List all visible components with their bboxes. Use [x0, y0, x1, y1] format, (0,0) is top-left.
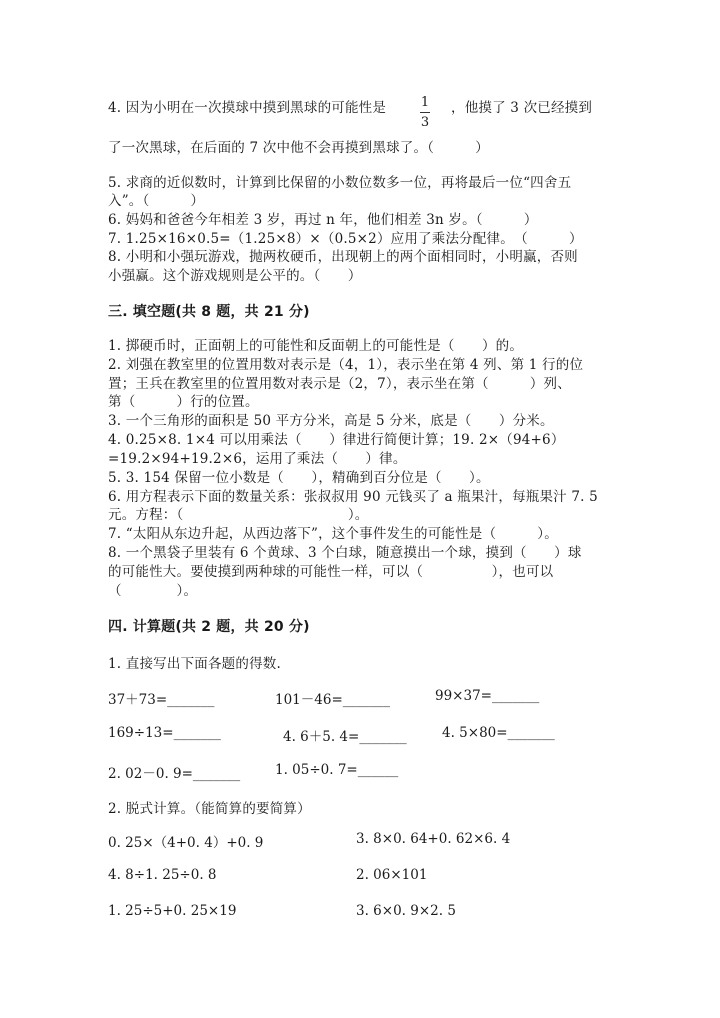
- calc-part2-title: 2. 脱式计算。（能简算的要简算）: [108, 801, 311, 817]
- fill-q7: 7. “太阳从东边升起，从西边落下”，这个事件发生的可能性是（ ）。: [108, 526, 558, 542]
- fill-q5: 5. 3. 154 保留一位小数是（ ），精确到百分位是（ ）。: [108, 470, 490, 486]
- calc-part1-title: 1. 直接写出下面各题的得数.: [108, 656, 281, 672]
- fill-q2-line2: 置；王兵在教室里的位置用数对表示是（2，7），表示坐在第（ ）列、: [108, 376, 571, 392]
- judge-q4-text-a: 4. 因为小明在一次摸球中摸到黑球的可能性是: [108, 100, 387, 116]
- judge-q6: 6. 妈妈和爸爸今年相差 3 岁，再过 n 年，他们相差 3n 岁。（ ）: [108, 212, 538, 228]
- calc-p1-item: 169÷13=_______: [108, 725, 221, 741]
- judge-q8-line1: 8. 小明和小强玩游戏，抛两枚硬币，出现朝上的两个面相同时，小明赢，否则: [108, 249, 578, 265]
- calc-p2-item: 4. 8÷1. 25÷0. 8: [108, 867, 217, 883]
- calc-p2-item: 0. 25×（4+0. 4）+0. 9: [108, 835, 264, 851]
- fill-q4-line1: 4. 0.25×8. 1×4 可以用乘法（ ）律进行简便计算；19. 2×（94+6）: [108, 432, 565, 448]
- calc-p2-item: 1. 25÷5+0. 25×19: [108, 903, 237, 919]
- fill-q8-line2: 的可能性大。要使摸到两种球的可能性一样，可以（ ），也可以: [108, 564, 554, 580]
- fill-q1: 1. 掷硬币时，正面朝上的可能性和反面朝上的可能性是（ ）的。: [108, 338, 524, 354]
- calc-p1-item: 1. 05÷0. 7=______: [275, 762, 399, 778]
- judge-q8-line2: 小强赢。这个游戏规则是公平的。（ ）: [108, 268, 362, 284]
- judge-q4-text-b: ，他摸了 3 次已经摸到: [451, 100, 593, 116]
- fill-q4-line2: =19.2×94+19.2×6，运用了乘法（ ）律。: [108, 451, 407, 467]
- judge-q4-line2: 了一次黑球，在后面的 7 次中他不会再摸到黑球了。（ ）: [108, 140, 489, 156]
- fill-q6-line1: 6. 用方程表示下面的数量关系：张叔叔用 90 元钱买了 a 瓶果汁，每瓶果汁 7. 5: [108, 489, 598, 505]
- calc-p1-item: 4. 6＋5. 4=_______: [283, 729, 407, 745]
- judge-q5-line2: 入”。（ ）: [108, 193, 205, 209]
- judge-q4-line1: [108, 96, 386, 116]
- judge-q5-line1: 5. 求商的近似数时，计算到比保留的小数位数多一位，再将最后一位“四舍五: [108, 175, 572, 191]
- calc-p2-item: 3. 6×0. 9×2. 5: [356, 903, 456, 919]
- judge-q7: 7. 1.25×16×0.5=（1.25×8）×（0.5×2）应用了乘法分配律。 （ ）: [108, 231, 583, 247]
- fraction-numerator: 1: [420, 95, 430, 110]
- fill-heading: 三. 填空题(共 8 题，共 21 分): [108, 304, 310, 320]
- fill-q8-line3: （ ）。: [108, 583, 198, 599]
- calc-p1-item: 4. 5×80=_______: [442, 725, 555, 741]
- fill-q3: 3. 一个三角形的面积是 50 平方分米，高是 5 分米，底是（ ）分米。: [108, 413, 554, 429]
- calc-heading: 四. 计算题(共 2 题，共 20 分): [108, 619, 310, 635]
- fraction-one-third: [420, 96, 430, 129]
- calc-p2-item: 2. 06×101: [356, 867, 428, 883]
- calc-p2-item: 3. 8×0. 64+0. 62×6. 4: [356, 831, 511, 847]
- calc-p1-item: 99×37=_______: [435, 688, 540, 704]
- fill-q2-line3: 第（ ）行的位置。: [108, 394, 259, 410]
- fraction-bar: [420, 112, 430, 113]
- fraction-denominator: 3: [420, 115, 430, 130]
- calc-p1-item: 37＋73=_______: [108, 692, 215, 708]
- fill-q8-line1: 8. 一个黑袋子里装有 6 个黄球、3 个白球，随意摸出一个球，摸到（ ）球: [108, 545, 582, 561]
- fill-q2-line1: 2. 刘强在教室里的位置用数对表示是（4，1），表示坐在第 4 列、第 1 行的位: [108, 357, 584, 373]
- calc-p1-item: 2. 02－0. 9=_______: [108, 766, 241, 782]
- fill-q6-line2: 元。方程：（ ）。: [108, 507, 369, 523]
- calc-p1-item: 101－46=_______: [275, 692, 391, 708]
